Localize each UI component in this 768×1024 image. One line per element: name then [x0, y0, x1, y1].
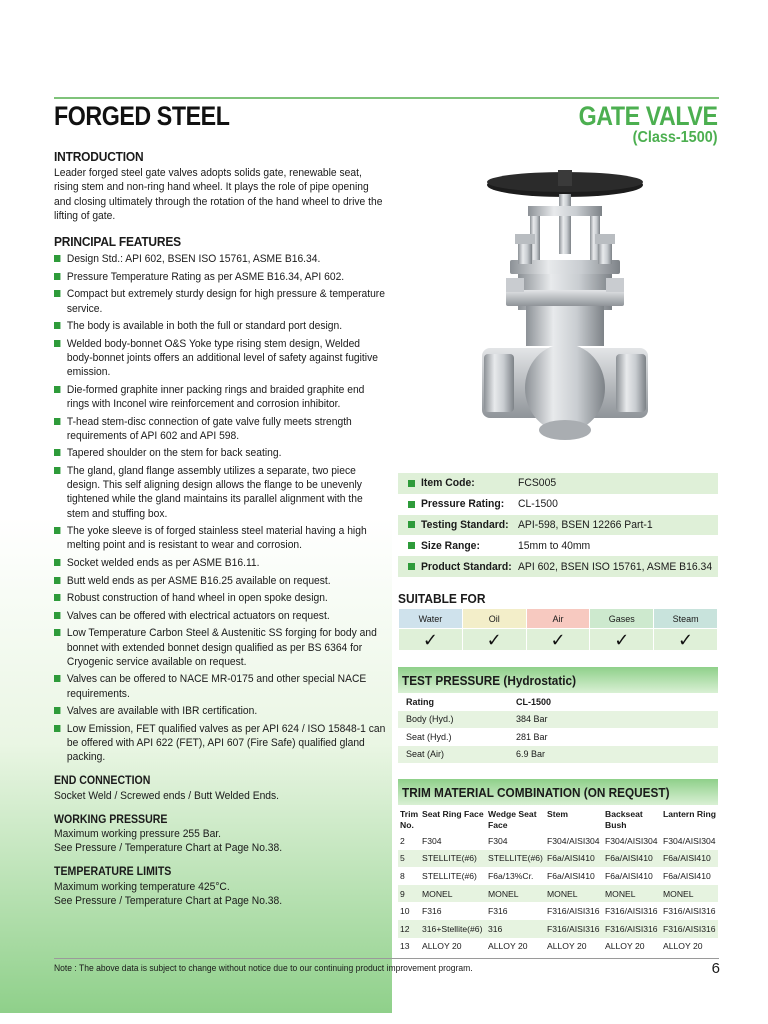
trim-material-heading: TRIM MATERIAL COMBINATION (ON REQUEST) — [398, 779, 718, 805]
footer-divider — [54, 958, 719, 959]
media-gases: Gases — [590, 609, 654, 629]
media-water: Water — [399, 609, 463, 629]
product-class: (Class-1500) — [633, 129, 718, 146]
page-title: FORGED STEEL — [54, 101, 230, 131]
product-title: GATE VALVE — [579, 101, 718, 131]
temperature-limits-chart-ref: See Pressure / Temperature Chart at Page No.38. — [54, 894, 283, 907]
suitable-for-heading: SUITABLE FOR — [398, 591, 486, 606]
test-pressure-heading: TEST PRESSURE (Hydrostatic) — [398, 667, 718, 693]
feature-item: Die-formed graphite inner packing rings and braided graphite end rings with Inconel wire reinforcement and corrosion inhibitor. — [54, 383, 385, 411]
feature-item: Valves can be offered with electrical actuators on request. — [54, 609, 385, 623]
spec-row-size-range — [398, 535, 718, 556]
spec-label: Item Code: — [421, 477, 475, 490]
working-pressure-chart-ref: See Pressure / Temperature Chart at Page No.38. — [54, 842, 283, 855]
trim-material-table — [398, 807, 718, 955]
bullet-icon — [54, 467, 60, 474]
bullet-icon — [408, 542, 415, 549]
feature-item: Compact but extremely sturdy design for high pressure & temperature service. — [54, 287, 385, 315]
spec-table — [398, 473, 718, 577]
table-row: 2 F304 F304 F304/AISI304 F304/AISI304 F304/AISI304 — [400, 835, 716, 846]
spec-row-product-standard — [398, 556, 718, 577]
bullet-icon — [54, 449, 60, 456]
bullet-icon — [54, 322, 60, 329]
feature-item: Tapered shoulder on the stem for back seating. — [54, 446, 385, 460]
bullet-icon — [54, 612, 60, 619]
test-pressure-header-row: Rating CL-1500 — [406, 696, 552, 707]
bullet-icon — [54, 273, 60, 280]
trim-header-row: Trim No. Seat Ring Face Wedge Seat Face Stem Backseat Bush Lantern Ring — [400, 809, 716, 830]
temperature-limits-section — [54, 865, 386, 908]
features-list — [54, 252, 386, 764]
spec-label: Product Standard: — [421, 560, 512, 573]
spec-label: Testing Standard: — [421, 518, 509, 531]
spec-label: Pressure Rating: — [421, 498, 505, 511]
spec-value: API-598, BSEN 12266 Part-1 — [518, 518, 653, 531]
suitable-for-table — [398, 608, 718, 651]
bullet-icon — [408, 563, 415, 570]
feature-item: Valves can be offered to NACE MR-0175 and other special NACE requirements. — [54, 672, 385, 700]
working-pressure-heading: WORKING PRESSURE — [54, 813, 168, 826]
bullet-icon — [54, 559, 60, 566]
spec-label: Size Range: — [421, 539, 480, 552]
bullet-icon — [54, 725, 60, 732]
checkmark-icon: ✓ — [399, 629, 463, 651]
bullet-icon — [54, 255, 60, 262]
bullet-icon — [408, 521, 415, 528]
working-pressure-line: Maximum working pressure 255 Bar. — [54, 827, 222, 840]
feature-item: Socket welded ends as per ASME B16.11. — [54, 556, 385, 570]
left-column — [54, 150, 386, 908]
feature-item: Welded body-bonnet O&S Yoke type rising stem design, Welded body-bonnet joints offers an additional level of safety against fugitive emission. — [54, 337, 385, 380]
spec-value: API 602, BSEN ISO 15761, ASME B16.34 — [518, 560, 713, 573]
table-row: 13 ALLOY 20 ALLOY 20 ALLOY 20 ALLOY 20 ALLOY 20 — [400, 941, 703, 952]
test-pressure-section — [398, 667, 718, 763]
media-air: Air — [526, 609, 590, 629]
bullet-icon — [54, 290, 60, 297]
page-number: 6 — [711, 960, 720, 977]
media-oil: Oil — [462, 609, 526, 629]
feature-item: Robust construction of hand wheel in open spoke design. — [54, 591, 385, 605]
test-pressure-row: Seat (Air) 6.9 Bar — [398, 746, 718, 764]
features-heading: PRINCIPAL FEATURES — [54, 234, 181, 250]
bullet-icon — [54, 594, 60, 601]
top-divider — [54, 97, 719, 99]
feature-item: T-head stem-disc connection of gate valve fully meets strength requirements of API 602 and API 598. — [54, 415, 385, 443]
bullet-icon — [54, 340, 60, 347]
footer-note: Note : The above data is subject to change without notice due to our continuing product improvement program. — [54, 963, 473, 973]
table-row: 8 STELLITE(#6) F6a/13%Cr. F6a/AISI410 F6a/AISI410 F6a/AISI410 — [400, 870, 711, 881]
feature-item: Low Temperature Carbon Steel & Austenitic SS forging for body and bonnet with extended bonnet design qualified as per BS 6364 for Cryogenic service available on request. — [54, 626, 385, 669]
spec-row-pressure-rating — [398, 494, 718, 515]
media-steam: Steam — [654, 609, 718, 629]
bullet-icon — [54, 629, 60, 636]
spec-row-item-code — [398, 473, 718, 494]
bullet-icon — [408, 480, 415, 487]
end-connection-heading: END CONNECTION — [54, 775, 151, 788]
spec-value: FCS005 — [518, 477, 557, 490]
suitable-media-row — [399, 609, 718, 629]
introduction-text: Leader forged steel gate valves adopts solids gate, renewable seat, rising stem and non-ring hand wheel. It plays the role of pipe opening and closing ultimately through the rotation of the hand wheel to drive the lifting of gate. — [54, 167, 383, 222]
feature-item: Pressure Temperature Rating as per ASME B16.34, API 602. — [54, 270, 385, 284]
feature-item: Butt weld ends as per ASME B16.25 available on request. — [54, 574, 385, 588]
table-row: 12 316+Stellite(#6) 316 F316/AISI316 F316/AISI316 F316/AISI316 — [398, 920, 718, 938]
checkmark-icon: ✓ — [590, 629, 654, 651]
test-pressure-row: Seat (Hyd.) 281 Bar — [406, 731, 548, 742]
temperature-limits-heading: TEMPERATURE LIMITS — [54, 866, 172, 879]
feature-item: Valves are available with IBR certification. — [54, 704, 385, 718]
suitable-check-row — [399, 629, 718, 651]
introduction-heading: INTRODUCTION — [54, 149, 144, 164]
spec-row-testing-standard — [398, 515, 718, 536]
table-row: 10 F316 F316 F316/AISI316 F316/AISI316 F316/AISI316 — [400, 906, 716, 917]
bullet-icon — [54, 707, 60, 714]
test-pressure-row: Body (Hyd.) 384 Bar — [398, 711, 718, 729]
checkmark-icon: ✓ — [526, 629, 590, 651]
spec-value: CL-1500 — [518, 498, 558, 511]
table-row: 9 MONEL MONEL MONEL MONEL MONEL — [398, 885, 718, 903]
bullet-icon — [408, 501, 415, 508]
bullet-icon — [54, 675, 60, 682]
bullet-icon — [54, 418, 60, 425]
checkmark-icon: ✓ — [654, 629, 718, 651]
trim-material-section — [398, 779, 718, 955]
end-connection-text: Socket Weld / Screwed ends / Butt Welded Ends. — [54, 789, 280, 802]
working-pressure-section — [54, 813, 386, 856]
bullet-icon — [54, 577, 60, 584]
spec-value: 15mm to 40mm — [518, 539, 591, 552]
checkmark-icon: ✓ — [462, 629, 526, 651]
feature-item: The body is available in both the full or standard port design. — [54, 319, 385, 333]
product-title-block — [556, 101, 718, 147]
temperature-limits-line: Maximum working temperature 425°C. — [54, 880, 230, 893]
feature-item: The gland, gland flange assembly utilizes a separate, two piece design. This self aligning design allows the flange to be unevenly tightened while the gland maintains its parallel alignment with the stem and stuffing box. — [54, 464, 385, 521]
table-row: 5 STELLITE(#6) STELLITE(#6) F6a/AISI410 F6a/AISI410 F6a/AISI410 — [398, 850, 718, 868]
feature-item: Design Std.: API 602, BSEN ISO 15761, ASME B16.34. — [54, 252, 385, 266]
bullet-icon — [54, 527, 60, 534]
feature-item: Low Emission, FET qualified valves as per API 624 / ISO 15848-1 can be offered with API 622 (FET), API 607 (Fire Safe) qualified gland packing. — [54, 722, 385, 765]
gate-valve-image — [470, 168, 660, 458]
end-connection-section — [54, 774, 386, 802]
feature-item: The yoke sleeve is of forged stainless steel material having a high melting point and is resistant to wear and corrosion. — [54, 524, 385, 552]
bullet-icon — [54, 386, 60, 393]
